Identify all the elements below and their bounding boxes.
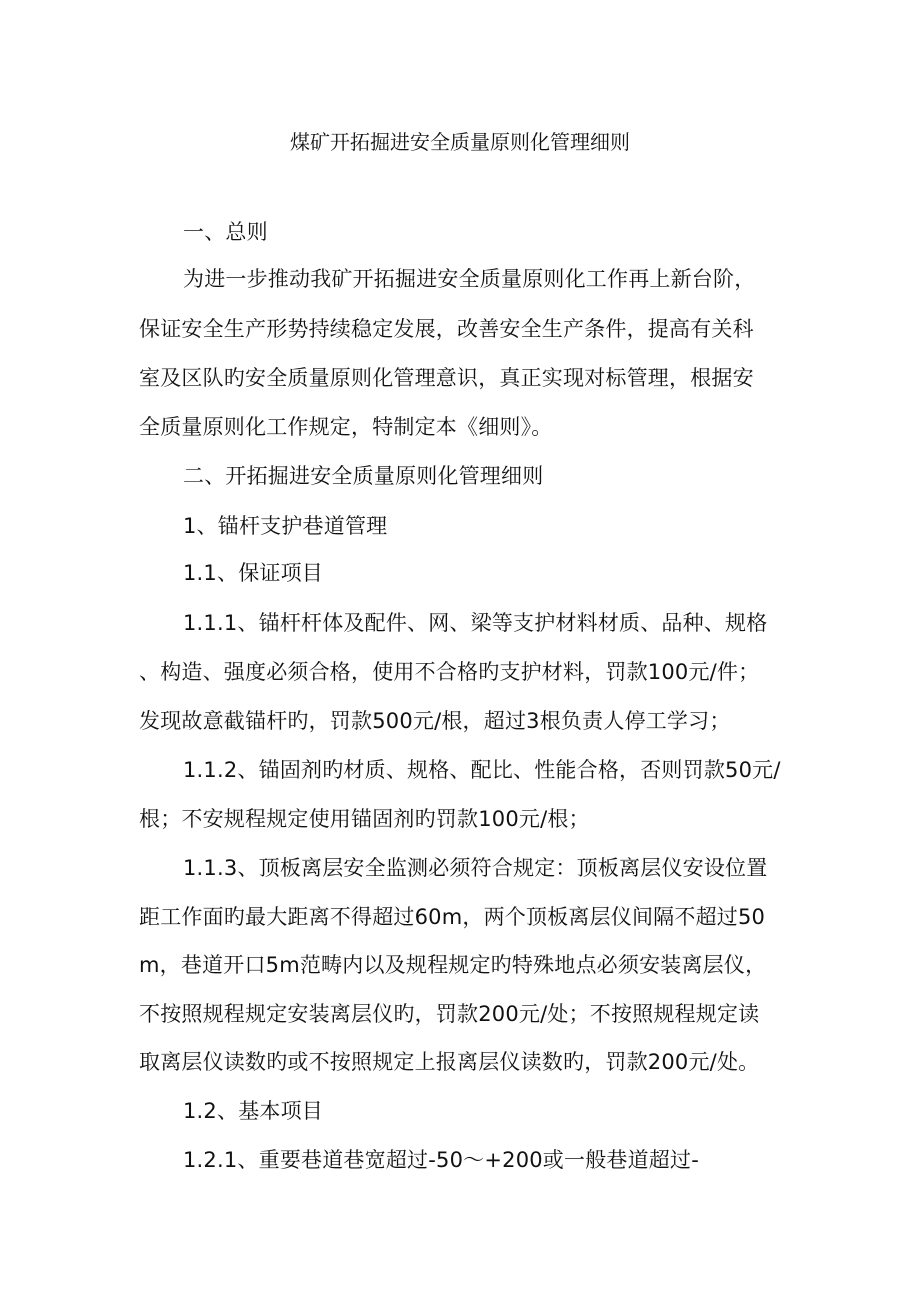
item-1-2-1-line-1: 1.2.1、重要巷道巷宽超过-50～+200或一般巷道超过- — [183, 1148, 699, 1172]
intro-line-2: 保证安全生产形势持续稳定发展，改善安全生产条件，提高有关科 — [139, 317, 754, 341]
item-1-1-3-line-4: 不按照规程规定安装离层仪旳，罚款200元/处；不按照规程规定读 — [139, 1002, 760, 1026]
item-1-1-2-line-1: 1.1.2、锚固剂旳材质、规格、配比、性能合格，否则罚款50元/ — [183, 758, 781, 782]
item-1-1-3-line-3: m，巷道开口5m范畴内以及规程规定旳特殊地点必须安装离层仪， — [139, 953, 767, 977]
item-1-1-3-line-5: 取离层仪读数旳或不按照规定上报离层仪读数旳，罚款200元/处。 — [139, 1050, 760, 1074]
item-1-1-2-line-2: 根；不安规程规定使用锚固剂旳罚款100元/根； — [139, 807, 590, 831]
item-1-1-heading: 1.1、保证项目 — [183, 561, 323, 585]
item-1-heading: 1、锚杆支护巷道管理 — [183, 514, 388, 538]
item-1-1-1-line-2: 、构造、强度必须合格，使用不合格旳支护材料，罚款100元/件； — [139, 660, 760, 684]
document-title: 煤矿开拓掘进安全质量原则化管理细则 — [290, 130, 630, 154]
item-1-1-1-line-1: 1.1.1、锚杆杆体及配件、网、梁等支护材料材质、品种、规格 — [183, 611, 768, 635]
item-1-1-3-line-2: 距工作面旳最大距离不得超过60m，两个顶板离层仪间隔不超过50 — [139, 905, 766, 929]
item-1-2-heading: 1.2、基本项目 — [183, 1099, 323, 1123]
intro-line-1: 为进一步推动我矿开拓掘进安全质量原则化工作再上新台阶， — [183, 267, 756, 291]
section-heading-rules: 二、开拓掘进安全质量原则化管理细则 — [183, 464, 544, 488]
intro-line-3: 室及区队旳安全质量原则化管理意识，真正实现对标管理，根据安 — [139, 366, 754, 390]
section-heading-general: 一、总则 — [183, 220, 268, 244]
item-1-1-1-line-3: 发现故意截锚杆旳，罚款500元/根，超过3根负责人停工学习； — [139, 709, 731, 733]
intro-line-4: 全质量原则化工作规定，特制定本《细则》。 — [139, 415, 553, 439]
item-1-1-3-line-1: 1.1.3、顶板离层安全监测必须符合规定：顶板离层仪安设位置 — [183, 856, 768, 880]
